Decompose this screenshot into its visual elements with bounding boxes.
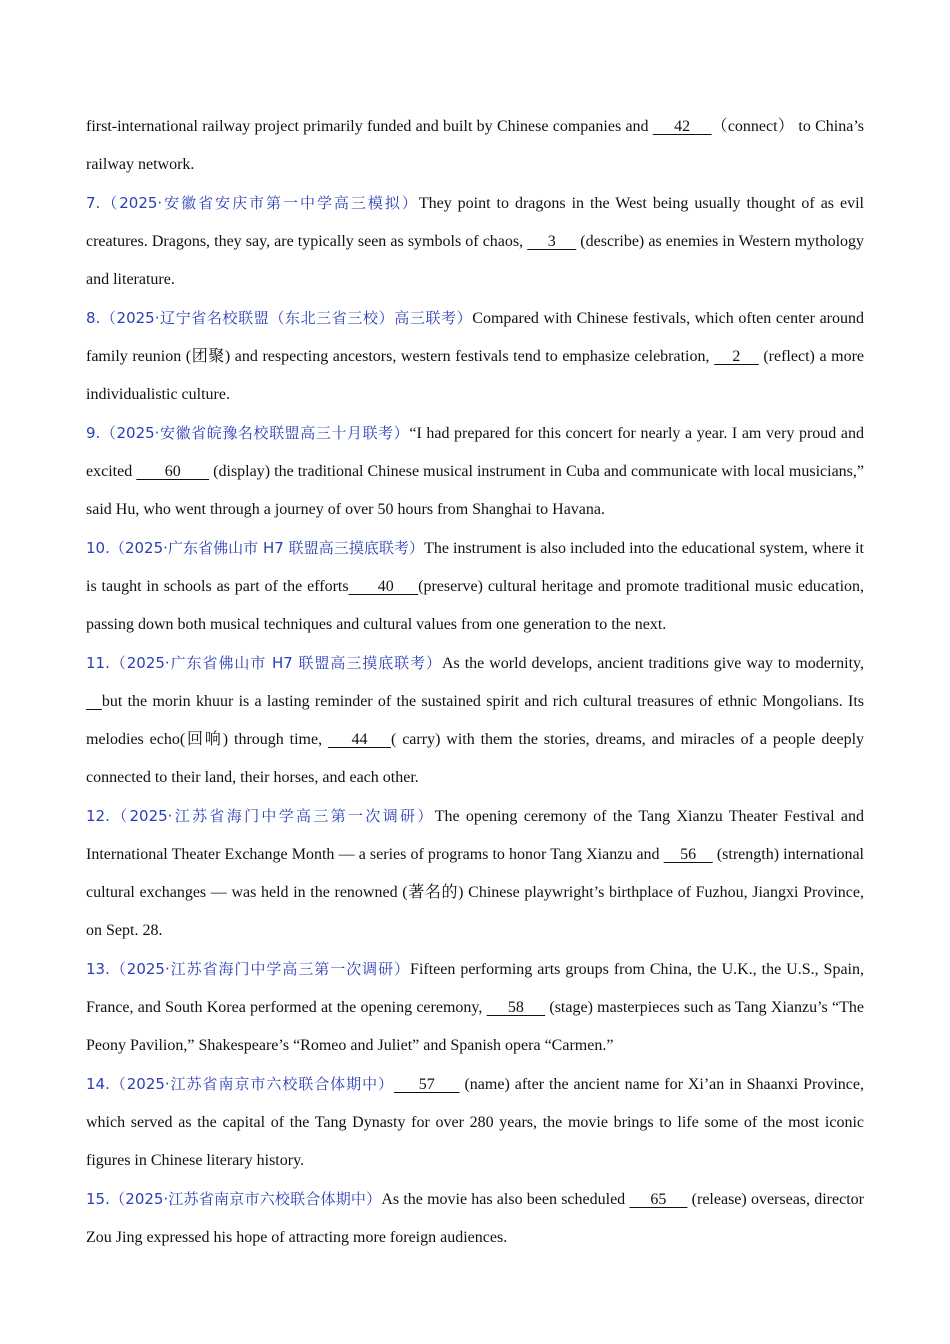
question-text: ( carry) with them the stories, dreams, and miracles of a people deeply connected to their land, their horses, and each other. (86, 731, 865, 786)
question-source: 15.（2025·江苏省南京市六校联合体期中） (86, 1190, 382, 1208)
question-text: (reflect) a more individualistic culture. (86, 348, 864, 403)
question-source: 14.（2025·江苏省南京市六校联合体期中） (86, 1075, 394, 1093)
document-body (86, 108, 864, 1257)
question-text: (preserve) cultural heritage and promote traditional music education, passing down both musical techniques and cultural values from one generation to the next. (86, 578, 865, 633)
question-text: (stage) masterpieces such as Tang Xianzu’s “The Peony Pavilion,” Shakespeare’s “Romeo and Juliet” and Spanish opera “Carmen.” (86, 999, 865, 1054)
question-text: Fifteen performing arts groups from China, the U.K., the U.S., Spain, France, and South Korea performed at the opening ceremony, (86, 961, 864, 1016)
question-text: (name) after the ancient name for Xi’an in Shaanxi Province, which served as the capital of the Tang Dynasty for over 280 years, the movie brings to life some of the most iconic figures in Chinese literary history. (86, 1076, 865, 1169)
question-13 (86, 950, 864, 1065)
answer-blank: 57 (394, 1076, 460, 1093)
question-15 (86, 1180, 864, 1257)
question-text: first-international railway project primarily funded and built by Chinese companies and (86, 118, 653, 135)
answer-blank: 40 (348, 578, 419, 595)
question-text: As the movie has also been scheduled (381, 1191, 630, 1208)
question-source: 8.（2025·辽宁省名校联盟（东北三省三校）高三联考） (86, 309, 473, 327)
question-8 (86, 299, 864, 414)
question-text: The opening ceremony of the Tang Xianzu Theater Festival and International Theater Exchange Month — a series of programs to honor Tang Xianzu and (86, 808, 865, 863)
paragraph-continued (86, 108, 864, 184)
answer-blank: 42 (652, 118, 712, 135)
answer-blank: 60 (136, 463, 210, 480)
answer-blank: 44 (327, 731, 391, 748)
question-source: 11.（2025·广东省佛山市 H7 联盟高三摸底联考） (86, 654, 442, 672)
question-14 (86, 1065, 864, 1180)
question-7 (86, 184, 864, 299)
question-text: Compared with Chinese festivals, which often center around family reunion (团聚) and respecting ancestors, western festivals tend to emphasize celebration, (86, 310, 864, 365)
answer-blank: 3 (527, 233, 577, 250)
question-12 (86, 797, 864, 950)
answer-blank: 58 (486, 999, 546, 1016)
question-10 (86, 529, 864, 644)
question-11 (86, 644, 864, 797)
question-text: The instrument is also included into the educational system, where it is taught in schools as part of the efforts (86, 540, 864, 595)
question-text: (display) the traditional Chinese musical instrument in Cuba and communicate with local musicians,” said Hu, who went through a journey of over 50 hours from Shanghai to Havana. (86, 463, 864, 518)
question-text: They point to dragons in the West being usually thought of as evil creatures. Dragons, they say, are typically seen as symbols of chaos, (86, 195, 865, 250)
question-text: （connect） to China’s railway network. (86, 118, 864, 173)
question-source: 9.（2025·安徽省皖豫名校联盟高三十月联考） (86, 424, 410, 442)
question-text: “I had prepared for this concert for nearly a year. I am very proud and excited (86, 425, 864, 480)
question-text: As the world develops, ancient traditions give way to modernity, (441, 655, 864, 672)
question-source: 13.（2025·江苏省海门中学高三第一次调研） (86, 960, 411, 978)
question-text: (strength) international cultural exchanges — was held in the renowned (著名的) Chinese playwright’s birthplace of Fuzhou, Jiangxi Province, on Sept. 28. (86, 846, 865, 939)
question-text: (describe) as enemies in Western mythology and literature. (86, 233, 865, 288)
answer-blank: 2 (714, 348, 759, 365)
question-9 (86, 414, 864, 529)
answer-blank (86, 693, 102, 710)
question-text: but the morin khuur is a lasting reminder of the sustained spirit and rich cultural treasures of ethnic Mongolians. Its melodies echo(回响) through time, (86, 693, 865, 748)
question-text: (release) overseas, director Zou Jing expressed his hope of attracting more foreign audiences. (86, 1191, 864, 1246)
answer-blank: 65 (629, 1191, 688, 1208)
question-source: 10.（2025·广东省佛山市 H7 联盟高三摸底联考） (86, 539, 425, 557)
answer-blank: 56 (663, 846, 713, 863)
question-source: 12.（2025·江苏省海门中学高三第一次调研） (86, 807, 435, 825)
question-source: 7.（2025·安徽省安庆市第一中学高三模拟） (86, 194, 419, 212)
